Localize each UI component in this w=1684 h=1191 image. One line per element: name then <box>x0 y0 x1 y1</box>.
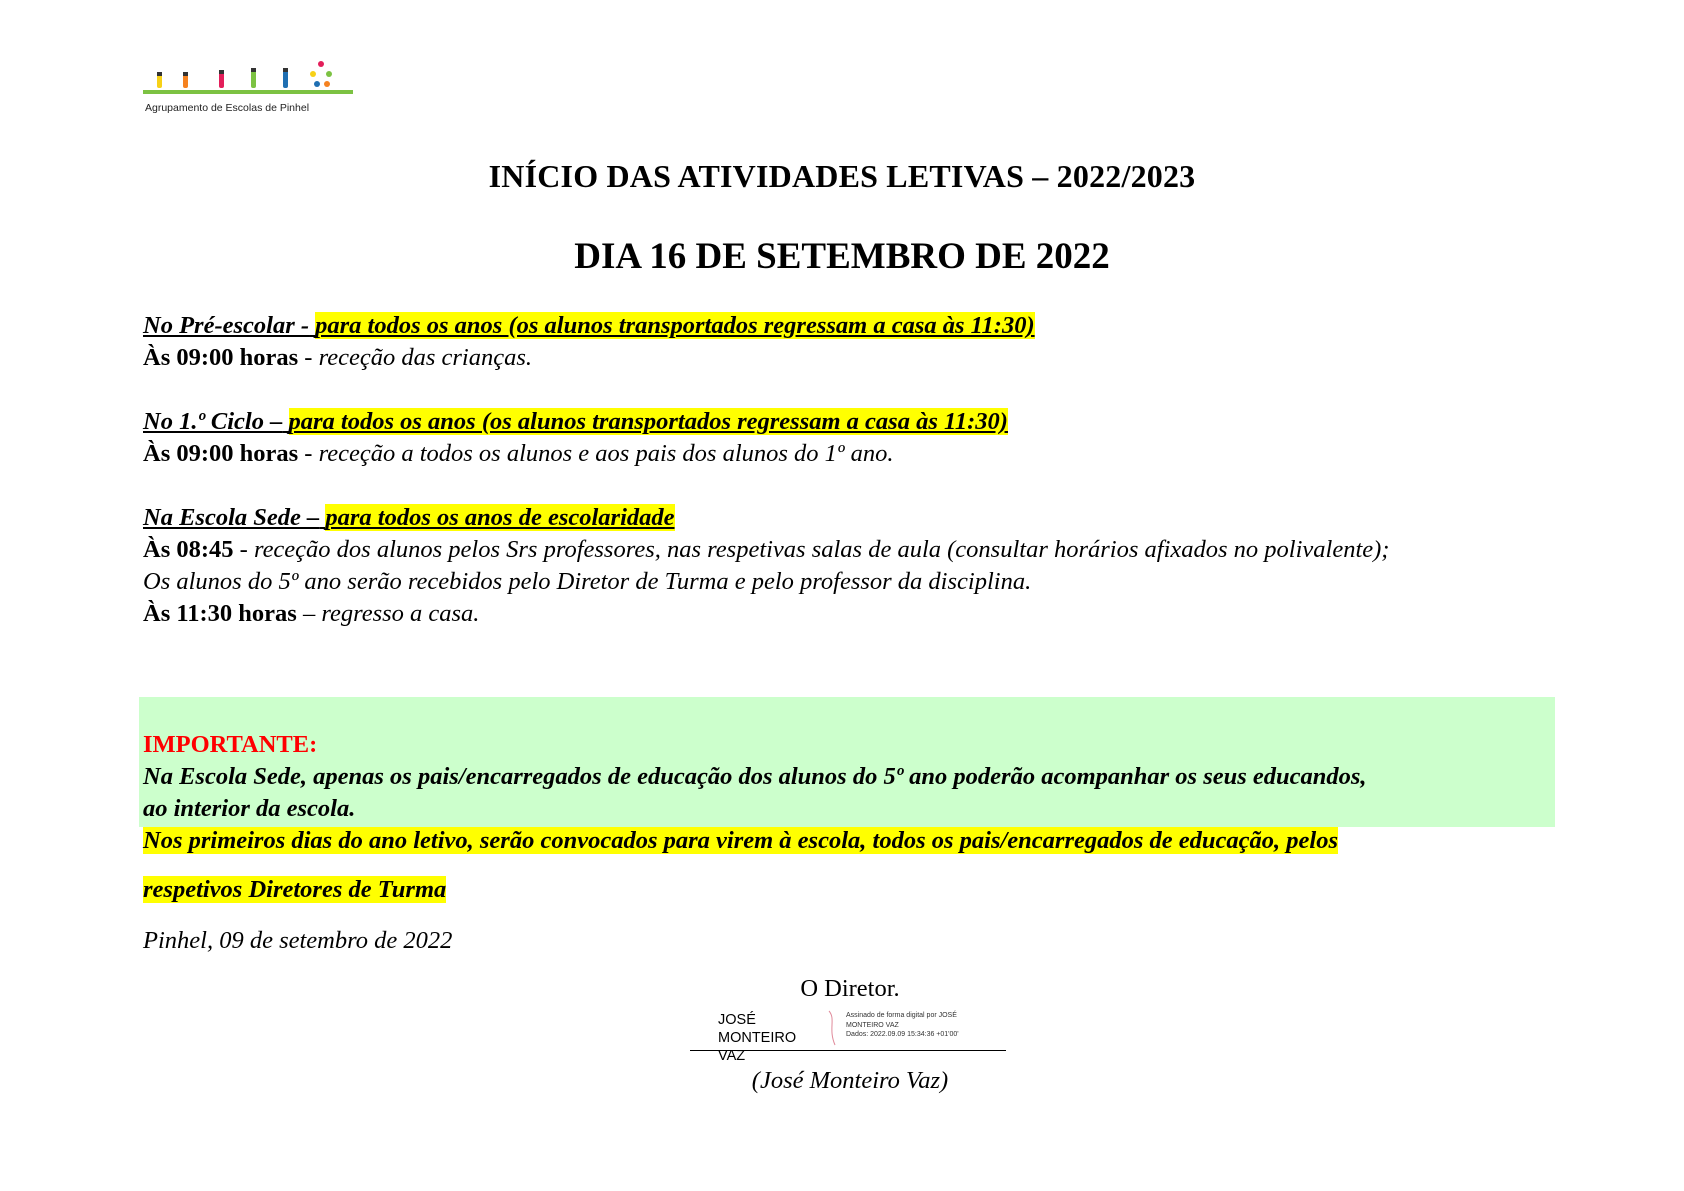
section-heading <box>143 502 1551 534</box>
signature-mark-icon <box>826 1009 840 1047</box>
section-heading <box>143 406 1551 438</box>
section-heading-label: Na Escola Sede – <box>143 504 320 531</box>
section-heading-highlight: para todos os anos (os alunos transportados regressam a casa às 11:30) <box>315 312 1035 339</box>
notice-highlight-line <box>143 825 1551 857</box>
notice-highlight-text: respetivos Diretores de Turma <box>143 876 447 903</box>
section-pre-escolar <box>143 310 1551 374</box>
signature-block <box>690 975 1010 1094</box>
signature-meta-line: Dados: 2022.09.09 15:34:36 +01'00' <box>846 1031 959 1038</box>
important-label: IMPORTANTE: <box>143 731 318 758</box>
school-logo <box>143 58 358 118</box>
section-1-ciclo <box>143 406 1551 470</box>
schedule-separator: - <box>298 440 319 467</box>
signature-name-line: JOSÉ MONTEIRO <box>718 1012 797 1046</box>
schedule-line <box>143 438 1551 470</box>
signature-name-line: VAZ <box>718 1048 746 1064</box>
notice-highlight-text: Nos primeiros dias do ano letivo, serão convocados para virem à escola, todos os pais/encarregados de educação, pelos <box>143 827 1338 854</box>
logo-caption: Agrupamento de Escolas de Pinhel <box>145 102 310 114</box>
signature-name <box>718 1011 838 1065</box>
section-heading-highlight: para todos os anos (os alunos transportados regressam a casa às 11:30) <box>288 408 1008 435</box>
important-notice <box>143 729 1551 906</box>
section-heading <box>143 310 1551 342</box>
signature-title: O Diretor. <box>800 975 900 1002</box>
schedule-time: Às 09:00 horas <box>143 344 299 371</box>
section-heading-label: No 1.º Ciclo – <box>143 408 283 435</box>
school-logo-icon <box>143 58 358 104</box>
signature-meta-line: MONTEIRO VAZ <box>846 1021 899 1029</box>
schedule-text: receção a todos os alunos e aos pais dos alunos do 1º ano. <box>318 440 894 467</box>
schedule-text: receção dos alunos pelos Srs professores, nas respetivas salas de aula (consultar horários afixados no polivalente); <box>253 536 1390 563</box>
signature-rule <box>690 1050 1006 1051</box>
notice-line: ao interior da escola. <box>143 795 356 822</box>
schedule-time: Às 11:30 horas <box>143 600 297 627</box>
schedule-separator: – <box>296 600 322 627</box>
page-title: INÍCIO DAS ATIVIDADES LETIVAS – 2022/2023 <box>488 158 1196 194</box>
schedule-separator: - <box>298 344 319 371</box>
section-escola-sede <box>143 502 1551 630</box>
schedule-separator: - <box>233 536 254 563</box>
schedule-note: Os alunos do 5º ano serão recebidos pelo Diretor de Turma e pelo professor da disciplina. <box>143 568 1032 595</box>
schedule-time: Às 09:00 horas <box>143 440 299 467</box>
section-heading-highlight: para todos os anos de escolaridade <box>325 504 675 531</box>
notice-line: Na Escola Sede, apenas os pais/encarregados de educação dos alunos do 5º ano poderão acompanhar os seus educandos, <box>143 763 1367 790</box>
section-heading-label: No Pré-escolar - <box>143 312 310 339</box>
notice-highlight-line <box>143 874 1551 906</box>
schedule-line <box>143 342 1551 374</box>
schedule-line <box>143 598 1551 630</box>
page-subtitle: DIA 16 DE SETEMBRO DE 2022 <box>574 236 1110 277</box>
signature-full-name: (José Monteiro Vaz) <box>751 1067 949 1094</box>
schedule-time: Às 08:45 <box>143 536 234 563</box>
signature-metadata <box>846 1011 1016 1040</box>
schedule-line <box>143 534 1551 566</box>
place-date: Pinhel, 09 de setembro de 2022 <box>143 927 453 954</box>
schedule-text: regresso a casa. <box>321 600 480 627</box>
schedule-text: receção das crianças. <box>318 344 532 371</box>
signature-meta-line: Assinado de forma digital por JOSÉ <box>846 1012 957 1019</box>
